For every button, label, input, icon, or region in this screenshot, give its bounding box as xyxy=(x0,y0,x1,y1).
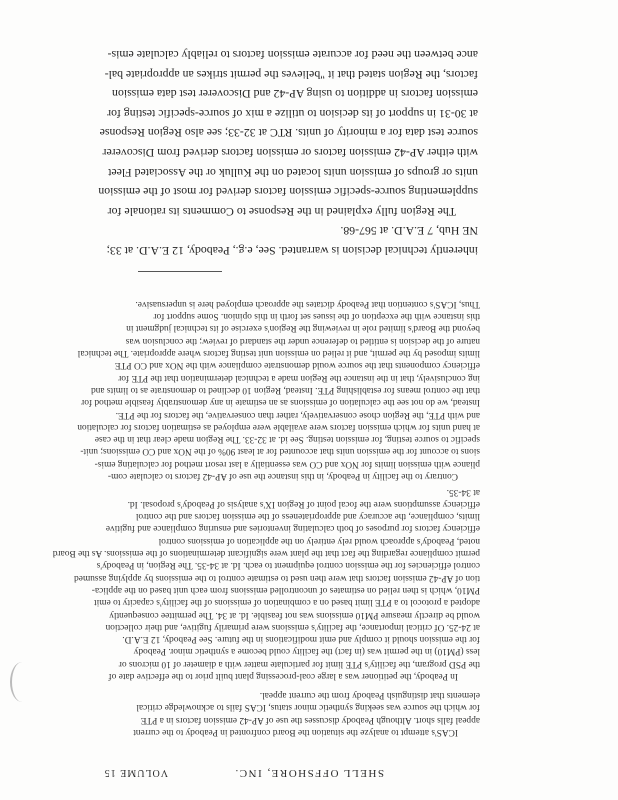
footnote-line: elements that distinguish Peabody from the current appeal. xyxy=(259,690,480,701)
footnote-line: In Peabody, the petitioner was a large coal-processing plant built prior to the effective date of xyxy=(108,671,458,681)
footnote-line: control efficiencies for the emission control equipment to each. Id. at 34-35. The Region, in Peabody's xyxy=(96,560,480,571)
footnote-line: at 24-25. Of critical importance, the facility's emissions were primarily fugitive, and their collection xyxy=(105,621,480,632)
footnote-line: for the emission should it comply and emit modifications in the future. See Peabody, 12 E.A.D. xyxy=(122,634,480,645)
footnote-line: for which the source was seeking synthetic minor status, ICAS fails to acknowledge critical xyxy=(136,702,480,713)
footnote-line: PM10, which is then relied on estimates of uncontrolled emissions from each unit based on the applica- xyxy=(91,584,480,595)
body-line: inherently technical decision is warranted. See, e.g., Peabody, 12 E.A.D. at 33; xyxy=(106,244,478,258)
footnote-line: efficiency assumptions were the focal point of Region IX's analysis of Peabody's proposal. Id. xyxy=(127,498,480,509)
body-line: supplementing source-specific emission factors derived for most of the emission xyxy=(98,185,478,200)
footnote-line: tion of AP-42 emission factors that were then used to estimate control to the emissions by applying assumed xyxy=(74,572,480,583)
footnote-line: Instead, we do not see the calculation of emissions as an estimate in any demonstrably feasible method for xyxy=(81,397,480,408)
body-line: at 30-31 in support of its decision to utilize a mix of source-specific testing for xyxy=(107,106,478,121)
body-line: emission factors in addition to using AP-42 and Discoverer test data emission xyxy=(112,87,478,102)
footnote-line: ICAS's attempt to analyze the situation the Board confronted in Peabody to the current xyxy=(133,727,458,737)
body-line: with either AP-42 emission factors or emission factors derived from Discoverer xyxy=(102,146,478,161)
footnote-line: adopted a protocol to a PTE limit based on a combination of emissions of the facility's capacity to emit xyxy=(94,597,480,608)
footnote-line: the PSD program, the facility's PTE limit for particulate matter with a diameter of 10 microns or xyxy=(118,658,480,669)
footnote-block-top xyxy=(0,689,618,738)
footnote-block-middle xyxy=(0,485,618,682)
footnote-line: at 34-35. xyxy=(446,486,480,497)
footnote-line: Contrary to the facility in Peabody, in this instance the use of AP-42 factors to calculate com- xyxy=(107,471,458,481)
footnote-line: Thus, ICAS's contention that Peabody dictates the approach employed here is unpersuasive. xyxy=(135,298,480,309)
volume-label: VOLUME 15 xyxy=(103,767,168,778)
body-line: factors, the Region stated that it "believes the permit strikes an appropriate bal- xyxy=(104,67,478,82)
body-line: NE Hub, 7 E.A.D. at 567-68. xyxy=(340,224,478,239)
footnote-line: ing conclusively, that in the instance the Region made a technical determination that the PTE for xyxy=(118,372,480,383)
footnote-line: sions to account for the emission units that accounted for at least 90% of the NOx and CO emissions; unit- xyxy=(80,446,480,457)
main-text-block xyxy=(0,44,618,260)
body-line: source test data for a minority of units. RTC at 32-33; see also Region Response xyxy=(99,126,478,141)
footnote-line: this instance with the exception of the issues set forth in this opinion. Some support for xyxy=(153,311,480,322)
footnote-line: specific to source testing, for emission testing. See id. at 32-33. The Region made clear that in the case xyxy=(94,434,480,445)
footnote-line: noted, Peabody's approach would rely entirely on the application of emissions control xyxy=(158,535,480,546)
footnote-separator-rule xyxy=(138,271,222,272)
footnote-line: that the control means for establishing PTE. Instead, Region 10 declined to demonstrate as to limits and xyxy=(91,384,480,395)
footnote-line: nature of the decision is entitled to deference under the standard of review; the conclusion was xyxy=(125,335,480,346)
footnote-line: appeal falls short. Although Peabody discusses the use of AP-42 emission factors in a PTE xyxy=(140,714,480,725)
footnote-block-lower xyxy=(0,298,618,482)
body-line: ance between the need for accurate emission factors to reliably calculate emis- xyxy=(107,48,478,63)
running-header: SHELL OFFSHORE, INC. xyxy=(234,767,384,779)
footnote-line: and with PTE, the Region chose conservatively, rather than conservative, the factors for the PTE. xyxy=(115,409,480,420)
footnote-line: efficiency components that the source would demonstrate compliance with the NOx and CO PTE xyxy=(114,360,480,371)
footnote-line: beyond the Board's limited role in reviewing the Region's exercise of its technical judgment in xyxy=(126,323,480,334)
footnote-line: at hand units for which emission factors were available were employed as estimation factors for calculation xyxy=(77,421,480,432)
footnote-line: pliance with emission limits for NOx and CO was essentially a last resort method for calculating emis- xyxy=(94,458,480,469)
footnote-line: limits, compliance, the accuracy and appropriateness of the emission factors and the control xyxy=(135,511,480,522)
footnote-line: would be directly measure PM10 emissions was not feasible. Id. at 34. The permittee consequently xyxy=(109,609,480,620)
footnote-line: efficiency factors for purposes of both calculating inventories and ensuring compliance and fugitive xyxy=(105,523,480,534)
body-line: units or groups of emission units located on the Kulluk or the Associated Fleet xyxy=(108,165,478,180)
body-line: The Region fully explained in the Response to Comments its rationale for xyxy=(107,204,456,219)
footnote-line: less (PM10) in the permit was (in fact) the facility could become a synthetic minor. Peabody xyxy=(133,646,480,657)
footnote-line: permit compliance regarding the fact that the plant were significant determinations of the emissions. As the Board xyxy=(52,548,480,559)
footnote-line: limits imposed by the permit, and it relied on emission unit testing factors where appropriate. The technical xyxy=(77,348,480,359)
